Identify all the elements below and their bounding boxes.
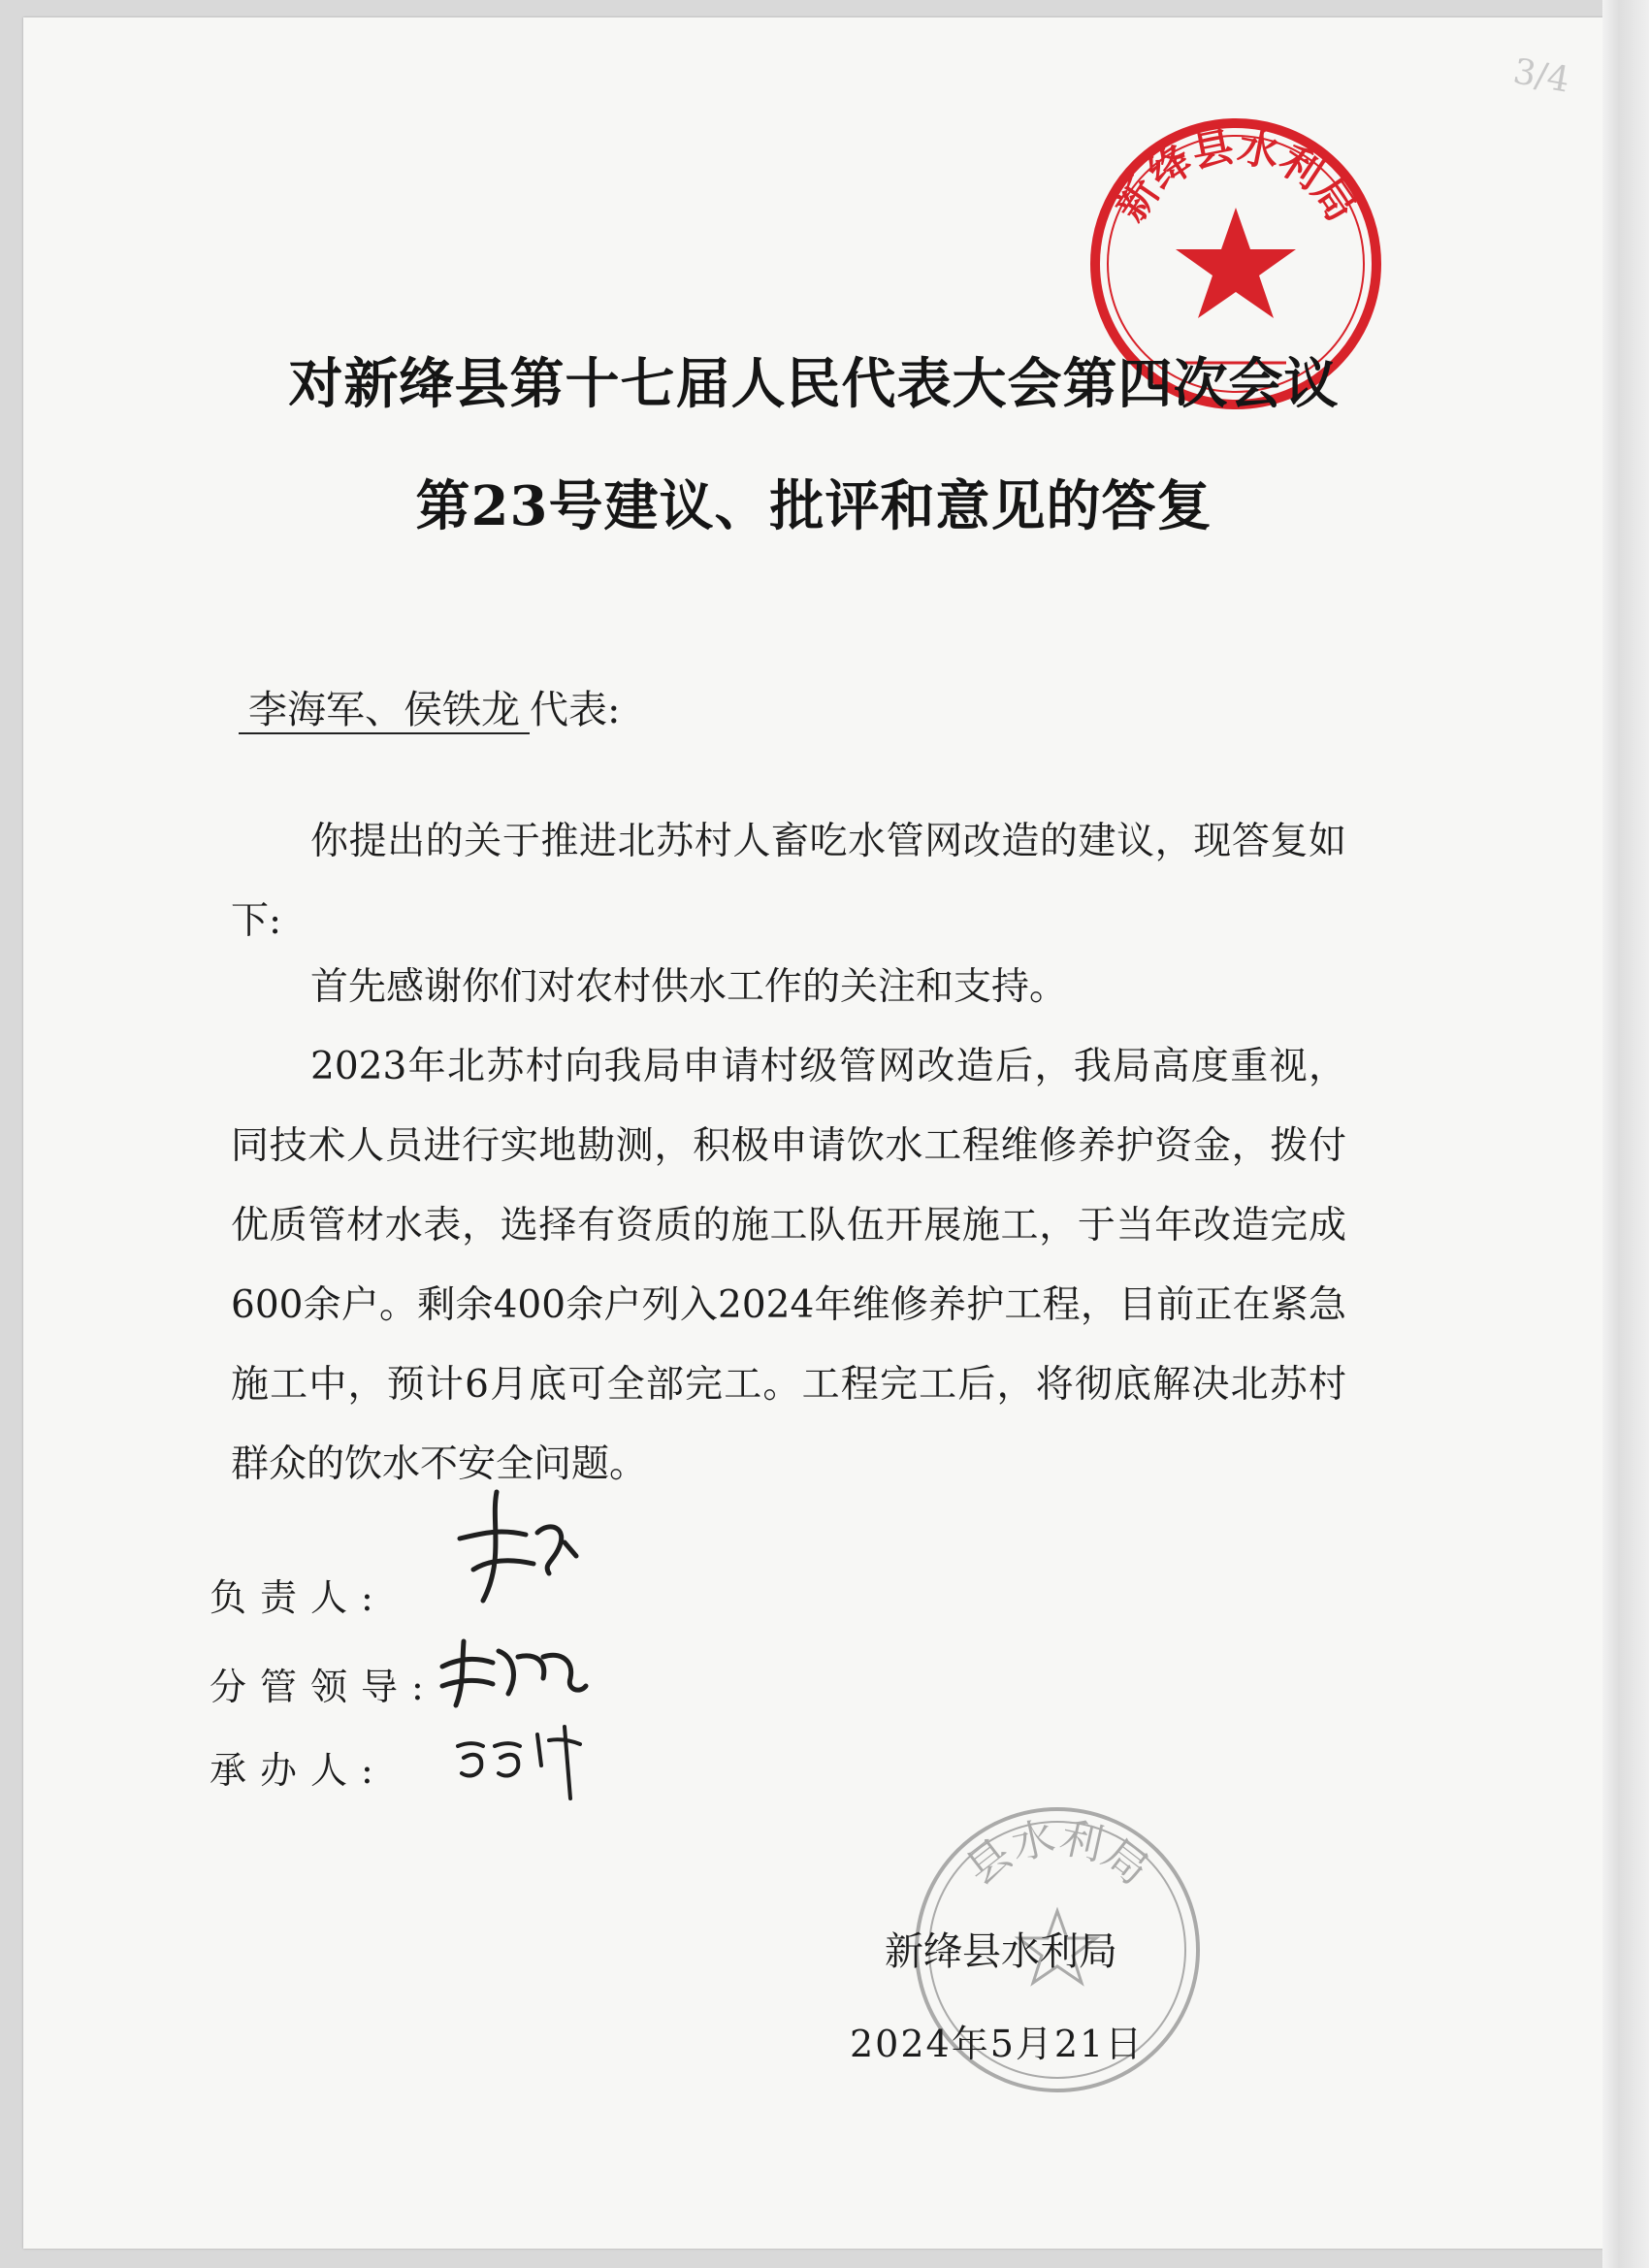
document-title-line1: 对新绛县第十七届人民代表大会第四次会议 bbox=[288, 352, 1340, 416]
svg-text:县水利局: 县水利局 bbox=[956, 1812, 1158, 1895]
paragraph-thanks: 首先感谢你们对农村供水工作的关注和支持。 bbox=[310, 965, 1068, 1009]
paragraph-intro: 你提出的关于推进北苏村人畜吃水管网改造的建议，现答复如下: bbox=[231, 820, 1346, 943]
sign-label-supervisor: 分管领导: bbox=[210, 1666, 437, 1708]
issuing-organization: 新绛县水利局 bbox=[885, 1929, 1117, 1974]
salutation bbox=[239, 679, 620, 734]
sign-label-handler: 承办人: bbox=[210, 1749, 387, 1792]
page-number: 3/4 bbox=[1509, 51, 1573, 101]
representative-names: 李海军、侯铁龙 bbox=[239, 688, 530, 734]
handwritten-signature-2 bbox=[429, 1628, 594, 1715]
issue-date: 2024年5月21日 bbox=[850, 2023, 1145, 2065]
handwritten-signature-3 bbox=[448, 1717, 603, 1804]
salutation-suffix: 代表: bbox=[530, 688, 621, 732]
handwritten-signature-1 bbox=[440, 1482, 596, 1608]
paragraph-details: 2023年北苏村向我局申请村级管网改造后，我局高度重视，同技术人员进行实地勘测，积极申请饮水工程维修养护资金，拨付优质管材水表，选择有资质的施工队伍开展施工，于当年改造完成600余户。剩余400余户列入2024年维修养护工程，目前正在紧急施工中，预计6月底可全部完工。工程完工后，将彻底解决北苏村群众的饮水不安全问题。 bbox=[231, 1045, 1346, 1486]
sign-label-responsible: 负责人: bbox=[210, 1576, 387, 1619]
document-title-line2: 第23号建议、批评和意见的答复 bbox=[415, 474, 1212, 538]
svg-text:新绛县水利局: 新绛县水利局 bbox=[1106, 122, 1366, 230]
scan-right-edge bbox=[1602, 0, 1649, 2268]
document-page bbox=[23, 17, 1604, 2249]
